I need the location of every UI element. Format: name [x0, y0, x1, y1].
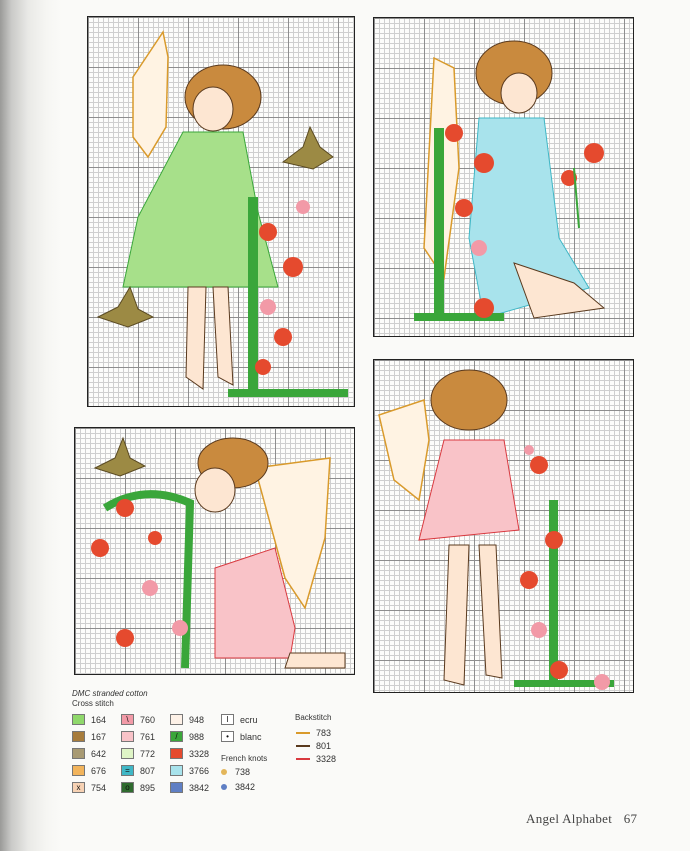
- legend-code: 3766: [189, 765, 210, 776]
- angel-green-illustration: [88, 17, 354, 406]
- legend-code: ecru: [240, 714, 258, 725]
- leg-shape: [444, 545, 469, 685]
- rose: [531, 622, 547, 638]
- backstitch-item: [296, 754, 336, 764]
- legend-code: 642: [91, 748, 107, 759]
- legend-code: 3842: [189, 782, 210, 793]
- rose: [283, 257, 303, 277]
- color-swatch: •: [221, 731, 234, 742]
- chart-angel-kneeling: [74, 427, 355, 675]
- backstitch-line: [296, 732, 310, 734]
- rose: [530, 456, 548, 474]
- rose: [172, 620, 188, 636]
- french-knots-label: French knots: [221, 754, 268, 763]
- legend-code: 760: [140, 714, 156, 725]
- color-swatch: /: [170, 731, 183, 742]
- backstitch-item: [296, 728, 331, 738]
- leg-shape: [285, 653, 345, 668]
- vine-stem: [549, 500, 558, 685]
- legend-item: [72, 731, 106, 742]
- leg-shape: [479, 545, 502, 678]
- rose: [545, 531, 563, 549]
- color-swatch: [72, 748, 85, 759]
- dress-shape: [419, 440, 519, 540]
- color-swatch: =: [121, 765, 134, 776]
- rose: [116, 499, 134, 517]
- face-shape: [501, 73, 537, 113]
- color-swatch: [170, 782, 183, 793]
- leg-shape: [186, 287, 206, 389]
- french-knot-item: [221, 767, 250, 777]
- rose: [474, 298, 494, 318]
- color-swatch: o: [121, 782, 134, 793]
- legend-item: [121, 731, 155, 742]
- vine-base: [228, 389, 348, 397]
- rose: [255, 359, 271, 375]
- rose: [524, 445, 534, 455]
- color-swatch: x: [72, 782, 85, 793]
- legend-code: 164: [91, 714, 107, 725]
- legend-item: [170, 731, 204, 742]
- legend-item: [221, 731, 262, 742]
- rose: [260, 299, 276, 315]
- backstitch-label: Backstitch: [295, 713, 332, 722]
- backstitch-item: [296, 741, 331, 751]
- angel-pink-illustration: [374, 360, 633, 692]
- legend-code: 801: [316, 741, 332, 751]
- rose: [550, 661, 568, 679]
- french-knot-item: [221, 782, 255, 792]
- rose: [142, 580, 158, 596]
- legend-code: 3842: [235, 782, 256, 792]
- rose: [259, 223, 277, 241]
- legend-item: [121, 714, 155, 725]
- legend-item: [121, 765, 155, 776]
- legend-item: [221, 714, 258, 725]
- legend-code: 3328: [316, 754, 337, 764]
- legend-code: 988: [189, 731, 205, 742]
- legend-code: 738: [235, 767, 251, 777]
- color-swatch: [170, 748, 183, 759]
- rose: [471, 240, 487, 256]
- color-swatch: [72, 714, 85, 725]
- legend-code: 783: [316, 728, 332, 738]
- legend-code: 167: [91, 731, 107, 742]
- angel-blue-illustration: [374, 18, 633, 336]
- wing-shape: [379, 400, 429, 500]
- legend-item: [72, 782, 106, 793]
- legend-title: DMC stranded cotton: [72, 689, 148, 698]
- color-swatch: I: [221, 714, 234, 725]
- leg-shape: [213, 287, 233, 385]
- backstitch-line: [296, 745, 310, 747]
- footer-title: Angel Alphabet: [526, 811, 613, 826]
- bird-shape: [95, 438, 145, 476]
- legend-code: 807: [140, 765, 156, 776]
- knot-swatch: [221, 769, 227, 775]
- rose: [520, 571, 538, 589]
- rose: [584, 143, 604, 163]
- color-swatch: [72, 765, 85, 776]
- legend-item: [170, 748, 209, 759]
- bird-shape: [283, 127, 333, 169]
- color-swatch: [170, 714, 183, 725]
- rose: [474, 153, 494, 173]
- face-shape: [195, 468, 235, 512]
- legend-item: [72, 748, 106, 759]
- chart-angel-green: [87, 16, 355, 407]
- angel-kneeling-illustration: [75, 428, 354, 674]
- bird-shape: [98, 287, 153, 327]
- legend-code: blanc: [240, 731, 262, 742]
- rose: [455, 199, 473, 217]
- legend-code: 754: [91, 782, 107, 793]
- rose: [445, 124, 463, 142]
- rose: [148, 531, 162, 545]
- color-swatch: [121, 731, 134, 742]
- legend-item: [72, 765, 106, 776]
- chart-angel-pink: [373, 359, 634, 693]
- rose: [116, 629, 134, 647]
- rose: [296, 200, 310, 214]
- backstitch-line: [296, 758, 310, 760]
- hair-shape: [431, 370, 507, 430]
- rose: [594, 674, 610, 690]
- legend-code: 895: [140, 782, 156, 793]
- vine-stem: [434, 128, 444, 318]
- knot-swatch: [221, 784, 227, 790]
- rose: [274, 328, 292, 346]
- legend-code: 761: [140, 731, 156, 742]
- rose: [91, 539, 109, 557]
- color-swatch: [170, 765, 183, 776]
- legend-subtitle: Cross stitch: [72, 699, 114, 708]
- wing-shape: [133, 32, 168, 157]
- page-footer: [526, 811, 637, 827]
- page-gutter-shadow: [0, 0, 62, 851]
- legend-item: [72, 714, 106, 725]
- legend-code: 948: [189, 714, 205, 725]
- legend-code: 3328: [189, 748, 210, 759]
- legend-item: [170, 782, 209, 793]
- color-swatch: [121, 748, 134, 759]
- face-shape: [193, 87, 233, 131]
- chart-angel-blue: [373, 17, 634, 337]
- color-swatch: \: [121, 714, 134, 725]
- page-number: 67: [623, 811, 638, 826]
- legend-item: [121, 748, 155, 759]
- legend-code: 676: [91, 765, 107, 776]
- legend-item: [170, 765, 209, 776]
- legend-item: [121, 782, 155, 793]
- legend-item: [170, 714, 204, 725]
- color-swatch: [72, 731, 85, 742]
- legend-code: 772: [140, 748, 156, 759]
